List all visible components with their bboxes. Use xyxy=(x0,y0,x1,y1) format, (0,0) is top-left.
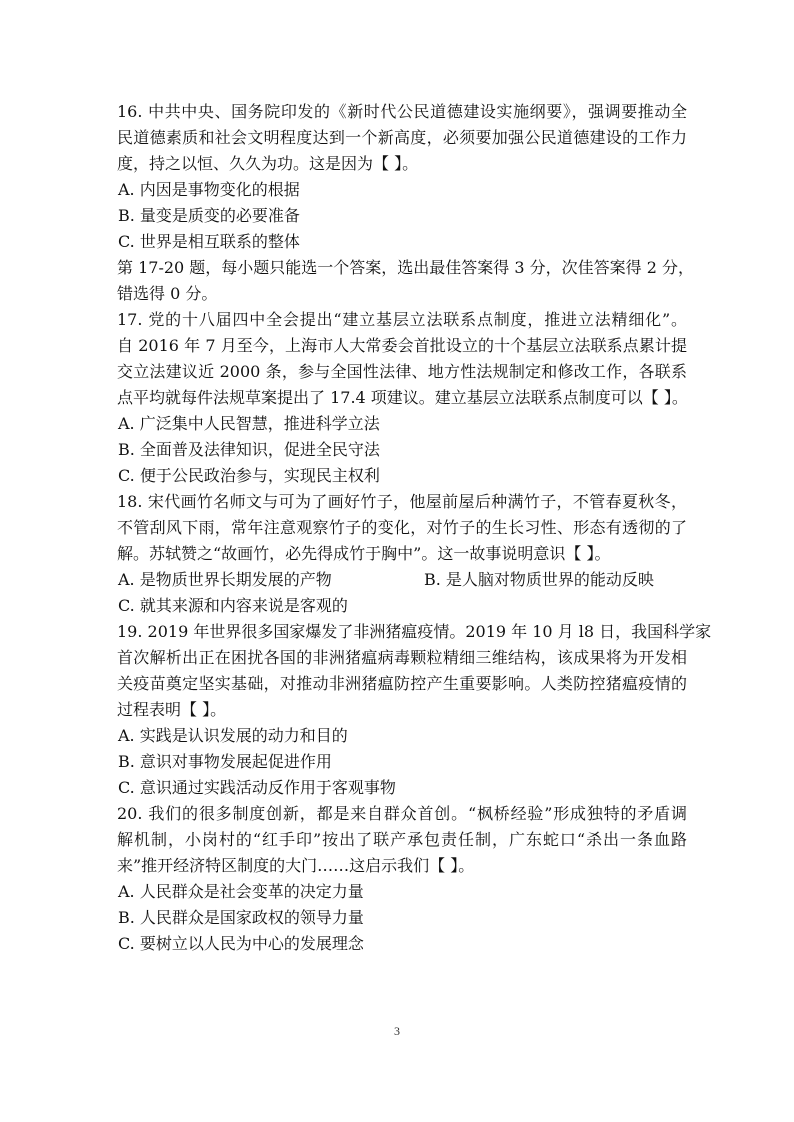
question-stem-line: 首次解析出正在困扰各国的非洲猪瘟病毒颗粒精细三维结构，该成果将为开发相 xyxy=(117,648,687,667)
option-c: C. 要树立以人民为中心的发展理念 xyxy=(118,934,364,953)
option-b: B. 量变是质变的必要准备 xyxy=(118,206,300,225)
option-a: A. 广泛集中人民智慧，推进科学立法 xyxy=(118,414,380,433)
question-stem-line: 19. 2019 年世界很多国家爆发了非洲猪瘟疫情。2019 年 10 月 l8 日，我国科学家 xyxy=(117,622,712,641)
question-stem-line: 18. 宋代画竹名师文与可为了画好竹子，他屋前屋后种满竹子，不管春夏秋冬， xyxy=(117,492,687,511)
question-17 xyxy=(117,307,687,489)
question-stem-line: 17. 党的十八届四中全会提出“建立基层立法联系点制度，推进立法精细化”。 xyxy=(117,310,687,329)
option-b: B. 意识对事物发展起促进作用 xyxy=(118,752,332,771)
option-c: C. 意识通过实践活动反作用于客观事物 xyxy=(118,778,396,797)
option-c: C. 便于公民政治参与，实现民主权利 xyxy=(118,466,380,485)
question-stem-line: 不管刮风下雨，常年注意观察竹子的变化，对竹子的生长习性、形态有透彻的了 xyxy=(117,518,687,537)
question-stem-line: 来”推开经济特区制度的大门……这启示我们【 】。 xyxy=(117,856,475,875)
question-list xyxy=(117,99,712,957)
option-row xyxy=(117,567,687,593)
option-a: A. 实践是认识发展的动力和目的 xyxy=(118,726,348,745)
option-c: C. 世界是相互联系的整体 xyxy=(118,232,300,251)
question-stem-line: 解机制，小岗村的“红手印”按出了联产承包责任制，广东蛇口“杀出一条血路 xyxy=(117,830,687,849)
instruction-line: 第 17-20 题，每小题只能选一个答案，选出最佳答案得 3 分，次佳答案得 2 分， xyxy=(117,258,695,277)
question-stem-line: 关疫苗奠定坚实基础，对推动非洲猪瘟防控产生重要影响。人类防控猪瘟疫情的 xyxy=(117,674,687,693)
section-instruction xyxy=(117,255,695,307)
question-stem-line: 点平均就每件法规草案提出了 17.4 项建议。建立基层立法联系点制度可以【 】。 xyxy=(117,388,688,407)
question-18 xyxy=(117,489,687,619)
instruction-line: 错选得 0 分。 xyxy=(117,284,218,303)
option-a: A. 人民群众是社会变革的决定力量 xyxy=(118,882,364,901)
question-stem-line: 过程表明【 】。 xyxy=(117,700,227,719)
question-stem-line: 20. 我们的很多制度创新，都是来自群众首创。“枫桥经验”形成独特的矛盾调 xyxy=(117,804,687,823)
option-b: B. 全面普及法律知识，促进全民守法 xyxy=(118,440,380,459)
option-c: C. 就其来源和内容来说是客观的 xyxy=(118,596,348,615)
option-a: A. 是物质世界长期发展的产物 xyxy=(118,570,332,589)
question-stem-line: 16. 中共中央、国务院印发的《新时代公民道德建设实施纲要》，强调要推动全 xyxy=(117,102,687,121)
page-number: 3 xyxy=(394,1024,400,1038)
question-stem-line: 民道德素质和社会文明程度达到一个新高度，必须要加强公民道德建设的工作力 xyxy=(117,128,687,147)
question-20 xyxy=(117,801,687,957)
question-stem-line: 交立法建议近 2000 条，参与全国性法律、地方性法规制定和修改工作，各联系 xyxy=(117,362,687,381)
option-b: B. 人民群众是国家政权的领导力量 xyxy=(118,908,364,927)
question-stem-line: 解。苏轼赞之“故画竹，必先得成竹于胸中”。这一故事说明意识【 】。 xyxy=(117,544,611,563)
question-stem-line: 度，持之以恒、久久为功。这是因为【 】。 xyxy=(117,154,419,173)
option-b: B. 是人脑对物质世界的能动反映 xyxy=(424,570,654,589)
question-16 xyxy=(117,99,687,255)
option-a: A. 内因是事物变化的根据 xyxy=(118,180,300,199)
question-stem-line: 自 2016 年 7 月至今，上海市人大常委会首批设立的十个基层立法联系点累计提 xyxy=(117,336,687,355)
question-19 xyxy=(117,619,712,801)
